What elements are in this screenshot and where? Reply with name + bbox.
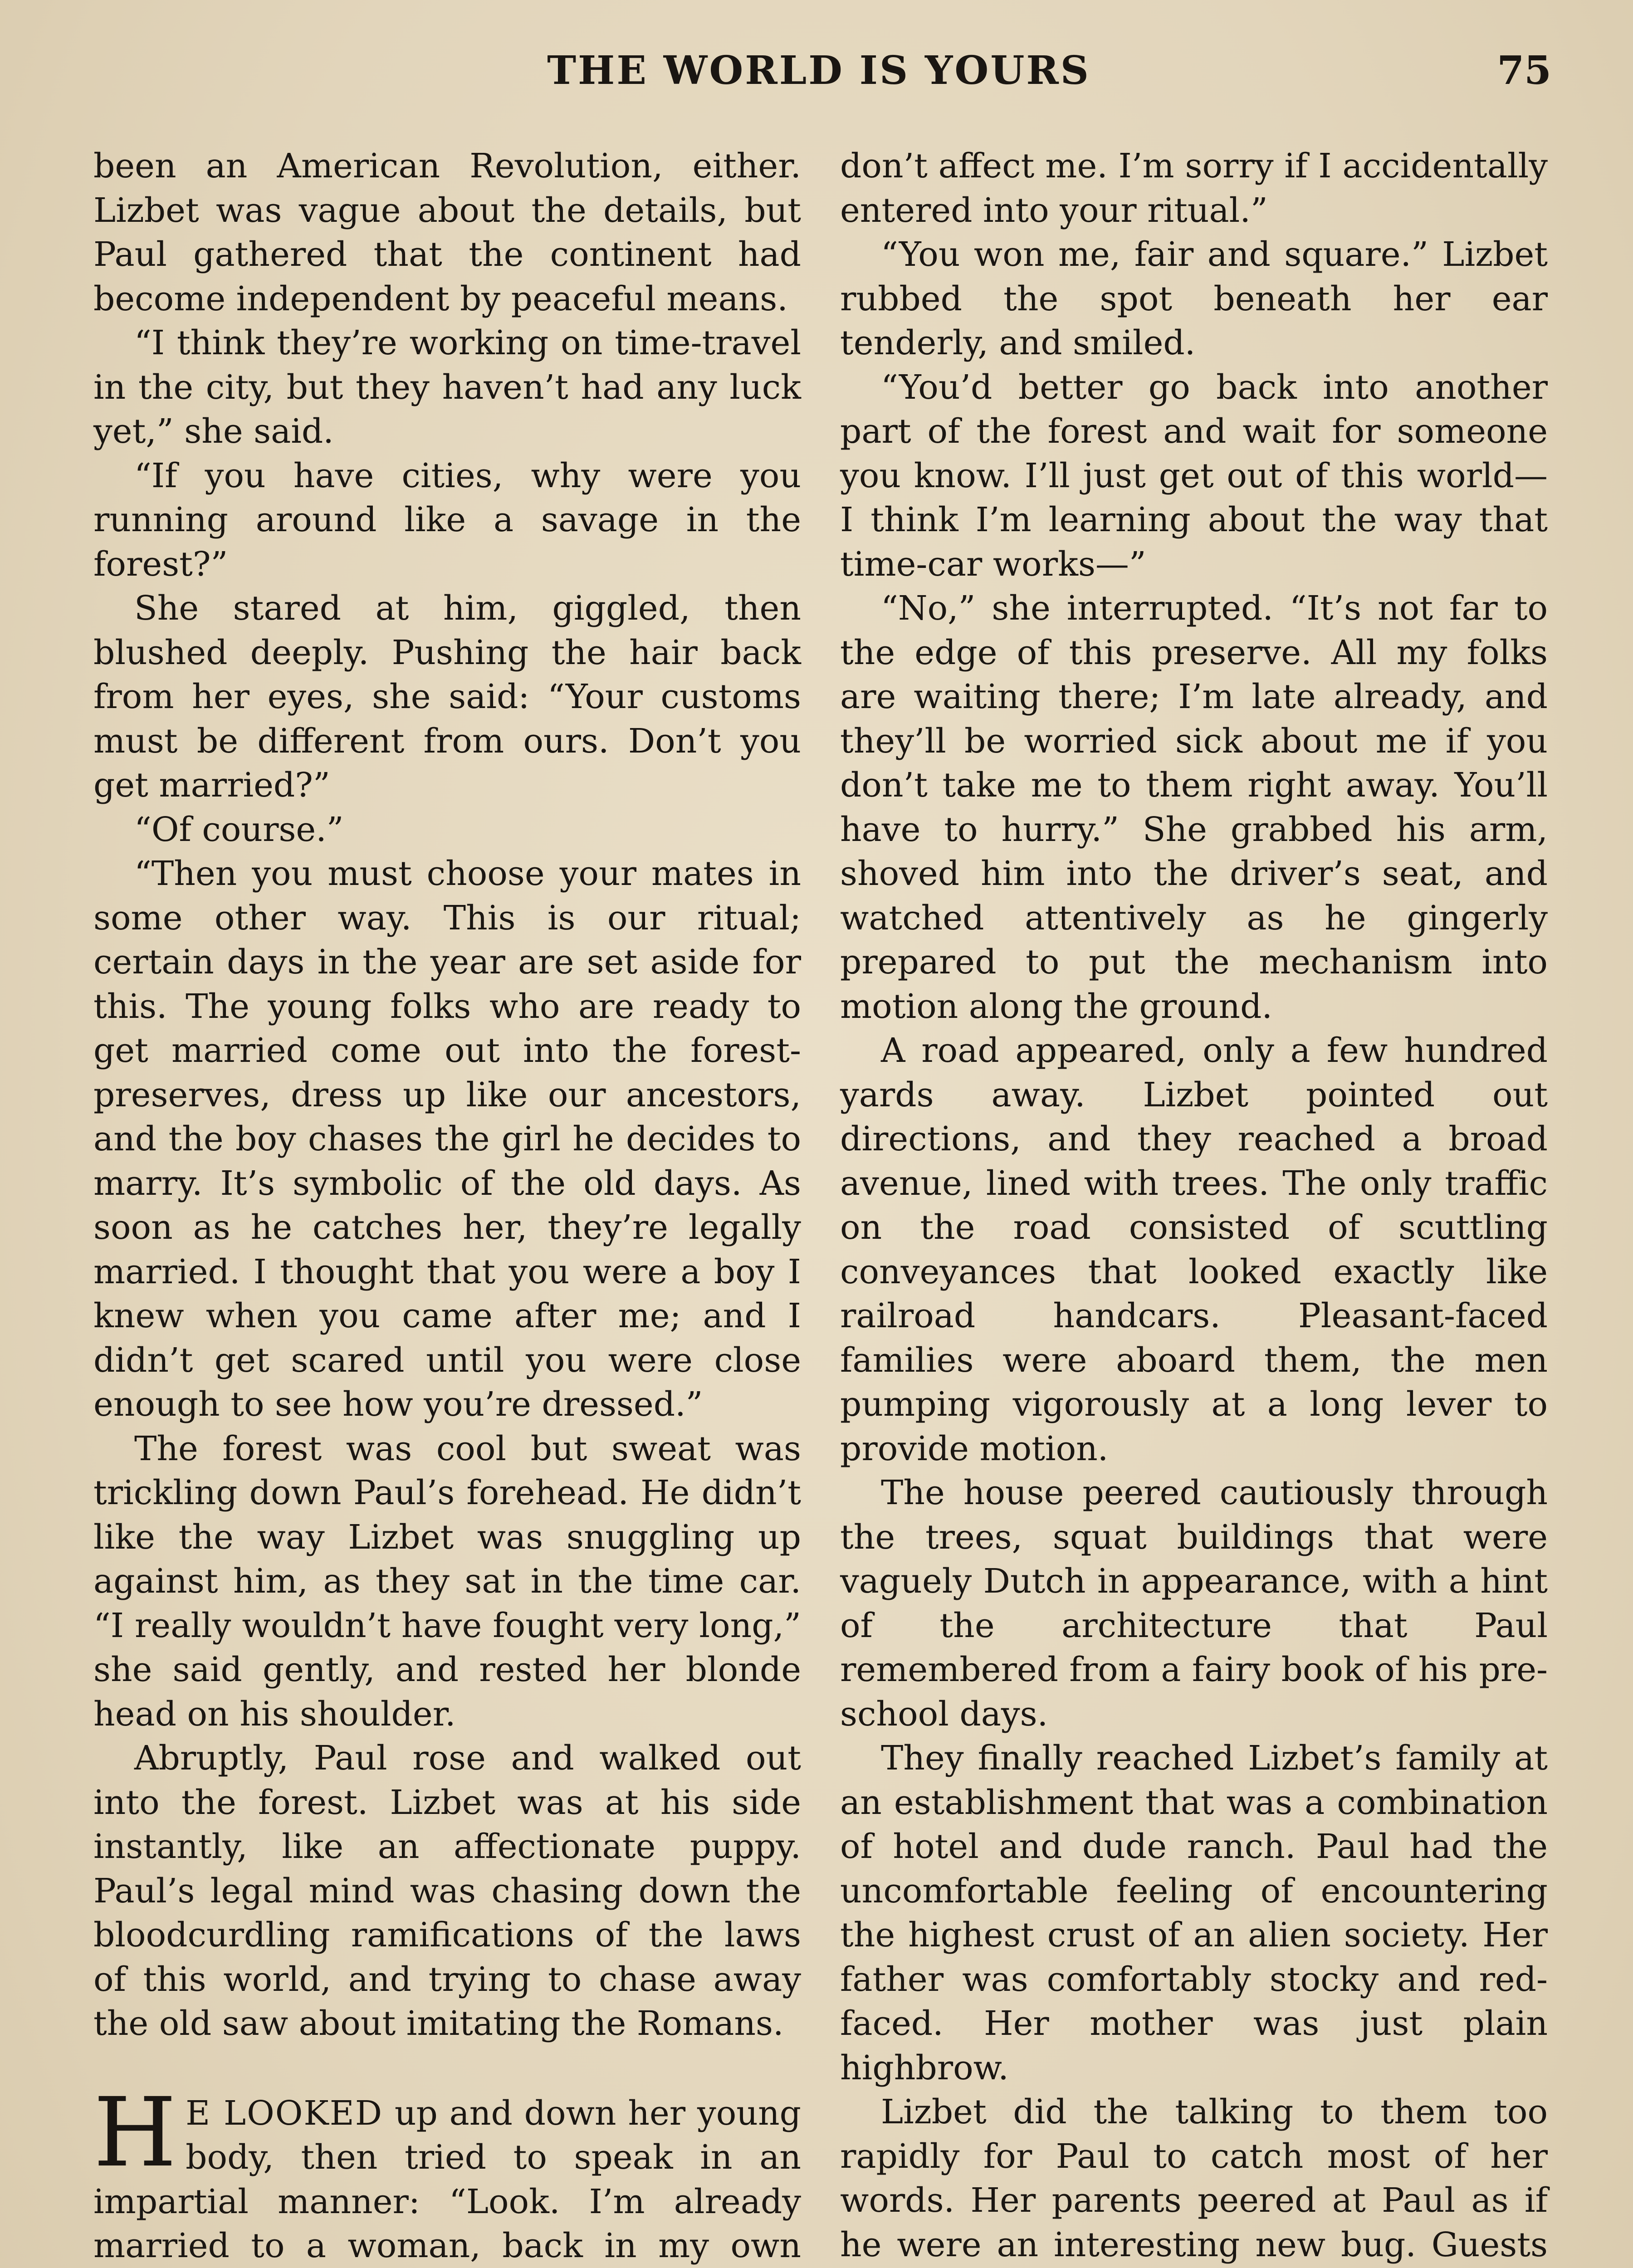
drop-cap-letter: H (93, 2077, 177, 2188)
paragraph: “If you have cities, why were you running around like a savage in the forest?” (93, 456, 801, 584)
paragraph: “You won me, fair and square.” Lizbet rubbed the spot beneath her ear tenderly, and smiled. (840, 235, 1548, 362)
dropcap-paragraph (93, 2077, 801, 2268)
left-column (93, 144, 801, 2268)
running-title: THE WORLD IS YOURS (547, 48, 1090, 93)
paragraph: She stared at him, giggled, then blushed deeply. Pushing the hair back from her eyes, she said: “Your customs must be different from ours. Don’t you get married?” (93, 589, 801, 805)
paragraph: They finally reached Lizbet’s family at an establishment that was a combination of hotel and dude ranch. Paul had the uncomfortable feeling of encountering the highest crust of an alien society. Her father was comfortably stocky and red-faced. Her mother was just plain highbrow. (840, 1739, 1548, 2087)
small-caps-lead: E LOOKED (186, 2093, 383, 2133)
paragraph-text: up and down her young body, then tried to speak in an impartial manner: “Look. I’m already married to a woman, back in my own (93, 2093, 801, 2265)
paragraph: “You’d better go back into another part of the forest and wait for someone you know. I’ll just get out of this world— I think I’m learning about the way that time-car works—” (840, 367, 1548, 584)
paragraph: don’t affect me. I’m sorry if I accidentally entered into your ritual.” (840, 147, 1548, 230)
right-column (840, 144, 1548, 2268)
paragraph: “Of course.” (134, 810, 344, 849)
paragraph: The forest was cool but sweat was trickling down Paul’s forehead. He didn’t like the way Lizbet was snuggling up against him, as they sat in the time car. “I really wouldn’t have fought very long,” she said gently, and rested her blonde head on his shoulder. (93, 1429, 801, 1734)
paragraph: Abruptly, Paul rose and walked out into the forest. Lizbet was at his side instantly, like an affectionate puppy. Paul’s legal mind was chasing down the bloodcurdling ramifications of the laws of this world, and trying to chase away the old saw about imitating the Romans. (93, 1739, 801, 2043)
paragraph: The house peered cautiously through the trees, squat buildings that were vaguely Dutch in appearance, with a hint of the architecture that Paul remembered from a fairy book of his pre-school days. (840, 1473, 1548, 1734)
page-header (86, 44, 1551, 98)
paragraph: been an American Revolution, either. Lizbet was vague about the details, but Paul gathered that the continent had become independent by peaceful means. (93, 147, 801, 318)
paragraph: “I think they’re working on time-travel in the city, but they haven’t had any luck yet,” she said. (93, 323, 801, 451)
paragraph: “Then you must choose your mates in some other way. This is our ritual; certain days in the year are set aside for this. The young folks who are ready to get married come out into the forest-preserves, dress up like our ancestors, and the boy chases the girl he decides to marry. It’s symbolic of the old days. As soon as he catches her, they’re legally married. I thought that you were a boy I knew when you came after me; and I didn’t get scared until you were close enough to see how you’re dressed.” (93, 854, 801, 1424)
page-number: 75 (1497, 48, 1551, 93)
paragraph: Lizbet did the talking to them too rapidly for Paul to catch most of her words. Her parents peered at Paul as if he were an interesting new bug. Guests (840, 2092, 1548, 2264)
paragraph: “No,” she interrupted. “It’s not far to the edge of this preserve. All my folks are waiting there; I’m late already, and they’ll be worried sick about me if you don’t take me to them right away. You’ll have to hurry.” She grabbed his arm, shoved him into the driver’s seat, and watched attentively as he gingerly prepared to put the mechanism into motion along the ground. (840, 589, 1548, 1026)
paragraph: A road appeared, only a few hundred yards away. Lizbet pointed out directions, and they reached a broad avenue, lined with trees. The only traffic on the road consisted of scuttling conveyances that looked exactly like railroad handcars. Pleasant-faced families were aboard them, the men pumping vigorously at a long lever to provide motion. (840, 1031, 1548, 1468)
